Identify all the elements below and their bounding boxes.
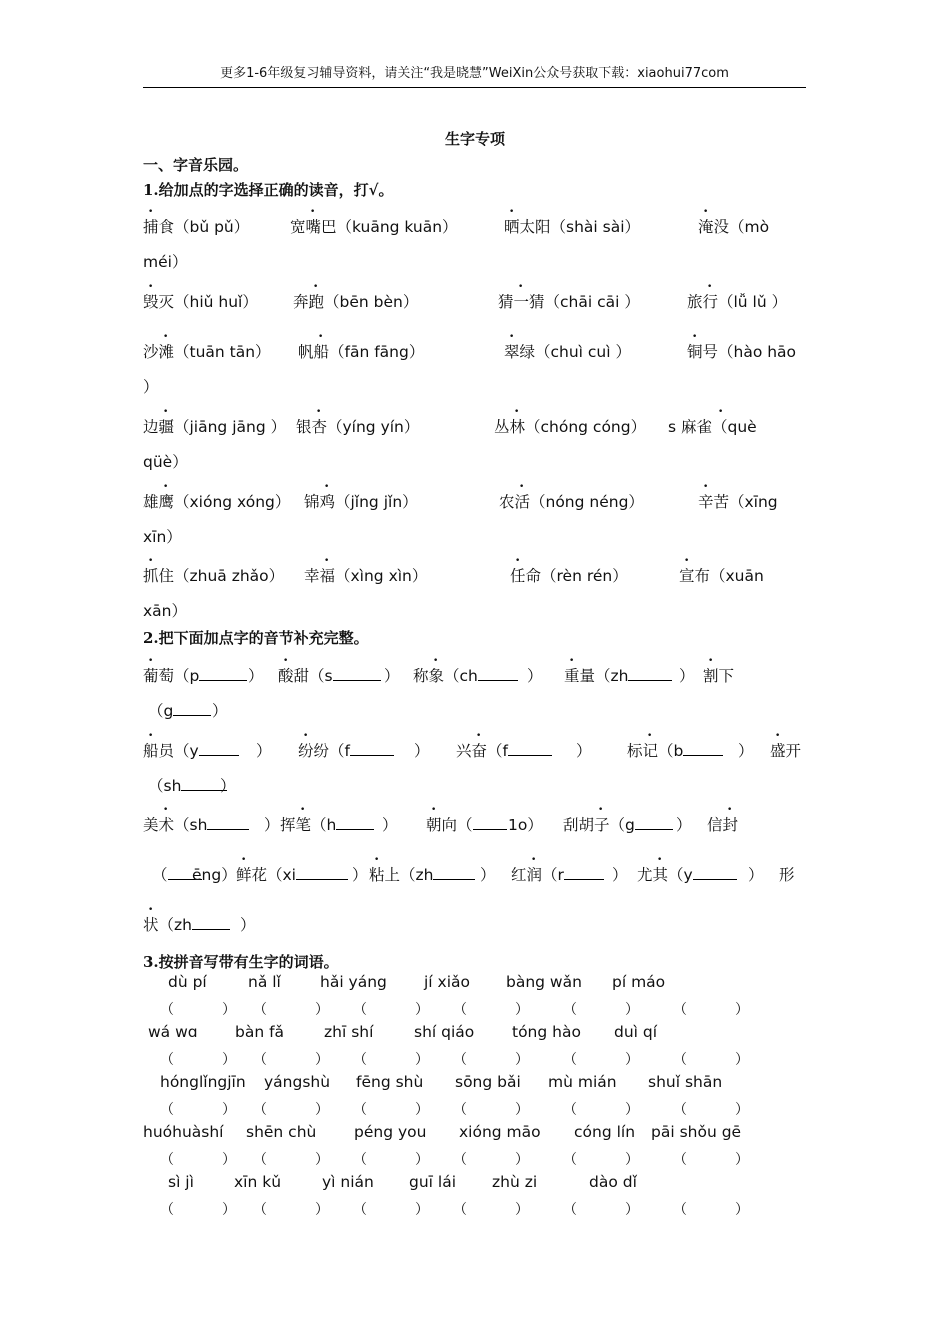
reading-choice-item: 帆船（fān fāng） • <box>298 332 425 361</box>
answer-blank[interactable] <box>478 666 518 681</box>
answer-blank[interactable] <box>333 666 381 681</box>
syllable-fill-text: ） <box>576 742 592 760</box>
syllable-fill-text: ） <box>384 667 400 685</box>
syllable-fill-item <box>148 774 227 796</box>
answer-paren-open[interactable]: （ <box>253 1052 267 1068</box>
reading-choice-item: xān） <box>143 602 187 620</box>
reading-choice-item: 幸福（xìng xìn） • <box>304 556 428 585</box>
answer-blank[interactable] <box>207 815 249 830</box>
answer-paren-close: ） <box>735 1202 749 1218</box>
emphasis-dot: • <box>518 282 524 292</box>
answer-paren-close: ） <box>315 1002 329 1018</box>
answer-paren-close: ） <box>415 1002 429 1018</box>
emphasis-dot: • <box>148 282 154 292</box>
emphasis-dot: • <box>163 407 169 417</box>
answer-paren-open[interactable]: （ <box>673 1152 687 1168</box>
pinyin-word: jí xiǎo <box>424 973 471 991</box>
syllable-fill-item <box>564 656 672 686</box>
syllable-fill-text: 状（zh <box>143 916 192 934</box>
answer-paren-close: ） <box>415 1202 429 1218</box>
emphasis-dot: • <box>707 282 713 292</box>
answer-paren-open[interactable]: （ <box>673 1052 687 1068</box>
reading-choice-item: 雄鹰（xióng xóng） • <box>143 482 291 511</box>
answer-paren-close: ） <box>315 1202 329 1218</box>
answer-paren-open[interactable]: （ <box>353 1202 367 1218</box>
syllable-fill-item <box>352 863 368 885</box>
pinyin-word: shēn chù <box>246 1123 317 1141</box>
pinyin-word: bàng wǎn <box>506 973 582 991</box>
emphasis-dot: • <box>692 332 698 342</box>
syllable-fill-item <box>192 863 237 885</box>
syllable-fill-text: ） <box>212 702 228 720</box>
answer-blank[interactable] <box>350 741 394 756</box>
syllable-fill-item <box>148 699 211 721</box>
syllable-fill-item <box>508 813 543 835</box>
answer-paren-open[interactable]: （ <box>453 1052 467 1068</box>
pinyin-word: shí qiáo <box>414 1023 475 1041</box>
answer-paren-close: ） <box>222 1002 236 1018</box>
answer-paren-open[interactable]: （ <box>160 1202 174 1218</box>
pinyin-word: sōng bǎi <box>455 1073 521 1091</box>
syllable-fill-item <box>248 664 264 686</box>
emphasis-dot: • <box>703 207 709 217</box>
reading-choice-item: 宽嘴巴（kuāng kuān） • <box>290 207 458 236</box>
reading-choice-item: qüè） <box>143 453 188 471</box>
syllable-fill-text: ） <box>414 742 430 760</box>
pinyin-word: huóhuàshí <box>143 1123 224 1141</box>
syllable-fill-item <box>236 855 348 885</box>
emphasis-dot: • <box>684 556 690 566</box>
answer-blank[interactable] <box>199 666 247 681</box>
answer-paren-open[interactable]: （ <box>453 1152 467 1168</box>
pinyin-word: xīn kǔ <box>234 1173 282 1191</box>
syllable-fill-text: 船员（y <box>143 742 199 760</box>
answer-blank[interactable] <box>508 741 552 756</box>
header-divider <box>143 87 806 88</box>
emphasis-dot: • <box>300 805 306 815</box>
reading-choice-item: 锦鸡（jǐng jǐn） • <box>304 482 418 511</box>
answer-paren-open[interactable]: （ <box>353 1002 367 1018</box>
syllable-fill-text: ） <box>480 866 496 884</box>
pinyin-word: mù mián <box>548 1073 617 1091</box>
syllable-fill-item <box>426 805 507 835</box>
reading-choice-item: xīn） <box>143 528 182 546</box>
syllable-fill-text: ēng） <box>192 866 237 884</box>
syllable-fill-text: 朝向（ <box>426 816 473 834</box>
syllable-fill-item <box>143 731 239 761</box>
reading-choice-item: 丛林（chóng cóng） • <box>494 407 647 436</box>
syllable-fill-text: 酸甜（s <box>278 667 333 685</box>
emphasis-dot: • <box>316 407 322 417</box>
syllable-fill-text: 割下 <box>703 667 735 685</box>
emphasis-dot: • <box>241 855 247 865</box>
pinyin-word: dù pí <box>168 973 207 991</box>
syllable-fill-item <box>280 805 374 835</box>
answer-paren-open[interactable]: （ <box>253 1102 267 1118</box>
syllable-fill-item <box>298 731 394 761</box>
answer-paren-close: ） <box>735 1102 749 1118</box>
syllable-fill-item <box>511 855 604 885</box>
answer-paren-close: ） <box>222 1152 236 1168</box>
answer-paren-open[interactable]: （ <box>453 1202 467 1218</box>
syllable-fill-text: 鲜花（xi <box>236 866 296 884</box>
emphasis-dot: • <box>509 332 515 342</box>
answer-paren-open[interactable]: （ <box>160 1052 174 1068</box>
answer-blank[interactable] <box>199 741 239 756</box>
answer-paren-close: ） <box>315 1152 329 1168</box>
answer-blank[interactable] <box>635 815 673 830</box>
syllable-fill-item <box>480 863 496 885</box>
reading-choice-item: 抓住（zhuā zhǎo） • <box>143 556 285 585</box>
syllable-fill-text: ） <box>352 866 368 884</box>
answer-blank[interactable] <box>628 666 672 681</box>
pinyin-word: dào dǐ <box>589 1173 637 1191</box>
emphasis-dot: • <box>703 482 709 492</box>
reading-choice-item: 猜一猜（chāi cāi ） • <box>498 282 640 311</box>
syllable-fill-text: 粘上（zh <box>369 866 434 884</box>
emphasis-dot: • <box>148 731 154 741</box>
syllable-fill-text: 信封 <box>707 816 739 834</box>
syllable-fill-text: ） <box>738 742 754 760</box>
syllable-fill-text: 尤其（y <box>637 866 693 884</box>
pinyin-word: pāi shǒu gē <box>651 1123 742 1141</box>
syllable-fill-item <box>382 813 398 835</box>
syllable-fill-text: ） <box>612 866 628 884</box>
answer-paren-open[interactable]: （ <box>563 1202 577 1218</box>
answer-paren-open[interactable]: （ <box>563 1102 577 1118</box>
answer-blank[interactable] <box>192 915 230 930</box>
answer-paren-open[interactable]: （ <box>353 1152 367 1168</box>
emphasis-dot: • <box>431 805 437 815</box>
answer-paren-open[interactable]: （ <box>673 1102 687 1118</box>
syllable-fill-text: ） <box>240 916 256 934</box>
syllable-fill-text: 形 <box>779 866 795 884</box>
pinyin-word: zhī shí <box>324 1023 374 1041</box>
answer-paren-open[interactable]: （ <box>160 1002 174 1018</box>
answer-paren-close: ） <box>515 1102 529 1118</box>
reading-choice-item: 旅行（lǚ lǔ ） • <box>687 282 788 311</box>
syllable-fill-item <box>220 774 236 796</box>
answer-paren-close: ） <box>735 1052 749 1068</box>
emphasis-dot: • <box>598 805 604 815</box>
question-1-label: 1.给加点的字选择正确的读音，打√。 <box>143 181 394 199</box>
answer-blank[interactable] <box>473 815 507 830</box>
emphasis-dot: • <box>727 805 733 815</box>
emphasis-dot: • <box>310 207 316 217</box>
pinyin-word: hǎi yáng <box>320 973 387 991</box>
syllable-fill-item <box>627 731 723 761</box>
syllable-fill-item <box>748 863 764 885</box>
syllable-fill-text: 重量（zh <box>564 667 629 685</box>
emphasis-dot: • <box>775 731 781 741</box>
syllable-fill-text: ） <box>676 816 692 834</box>
answer-blank[interactable] <box>173 701 211 716</box>
pinyin-word: guī lái <box>409 1173 457 1191</box>
syllable-fill-text: 葡萄（p <box>143 667 200 685</box>
pinyin-word: tóng hào <box>512 1023 581 1041</box>
syllable-fill-text: ） <box>264 816 280 834</box>
answer-paren-close: ） <box>625 1152 639 1168</box>
syllable-fill-text: 挥笔（h <box>280 816 337 834</box>
syllable-fill-text: ） <box>248 667 264 685</box>
answer-paren-open[interactable]: （ <box>673 1002 687 1018</box>
answer-paren-close: ） <box>315 1102 329 1118</box>
answer-paren-close: ） <box>415 1052 429 1068</box>
reading-choice-item: ） <box>143 378 159 396</box>
reading-choice-item: 捕食（bǔ pǔ） • <box>143 207 250 236</box>
answer-blank[interactable] <box>296 865 348 880</box>
reading-choice-item: 农活（nóng néng） • <box>499 482 644 511</box>
pinyin-word: hónglǐngjīn <box>160 1073 246 1091</box>
emphasis-dot: • <box>148 656 154 666</box>
emphasis-dot: • <box>324 556 330 566</box>
reading-choice-item: 晒太阳（shài sài） • <box>504 207 641 236</box>
emphasis-dot: • <box>313 282 319 292</box>
answer-paren-open[interactable]: （ <box>563 1002 577 1018</box>
syllable-fill-item <box>264 813 280 835</box>
answer-paren-open[interactable]: （ <box>673 1202 687 1218</box>
syllable-fill-item <box>278 656 381 686</box>
syllable-fill-text: （ <box>152 866 168 884</box>
syllable-fill-text: ） <box>256 742 272 760</box>
page-header: 更多1-6年级复习辅导资料，请关注“我是晓慧”WeiXin公众号获取下载：xiaohui77com <box>220 66 729 81</box>
emphasis-dot: • <box>718 407 724 417</box>
syllable-fill-item <box>413 656 518 686</box>
answer-paren-close: ） <box>625 1052 639 1068</box>
syllable-fill-text: ） <box>527 667 543 685</box>
syllable-fill-text: 盛开 <box>770 742 802 760</box>
answer-paren-close: ） <box>625 1102 639 1118</box>
page-title: 生字专项 <box>444 130 505 148</box>
question-2-label: 2.把下面加点字的音节补充完整。 <box>143 629 369 647</box>
emphasis-dot: • <box>148 207 154 217</box>
syllable-fill-item <box>703 656 735 686</box>
syllable-fill-item <box>770 731 802 761</box>
reading-choice-item: 任命（rèn rén） • <box>510 556 628 585</box>
emphasis-dot: • <box>148 905 154 915</box>
answer-blank[interactable] <box>564 865 604 880</box>
answer-paren-close: ） <box>315 1052 329 1068</box>
emphasis-dot: • <box>318 332 324 342</box>
answer-blank[interactable] <box>336 815 374 830</box>
pinyin-word: pí máo <box>612 973 666 991</box>
reading-choice-item: 铜号（hào hāo • <box>687 332 797 361</box>
syllable-fill-text: ） <box>748 866 764 884</box>
pinyin-word: fēng shù <box>356 1073 424 1091</box>
pinyin-word: sì jì <box>168 1173 194 1191</box>
emphasis-dot: • <box>515 556 521 566</box>
reading-choice-item: méi） <box>143 253 188 271</box>
answer-paren-open[interactable]: （ <box>160 1102 174 1118</box>
syllable-fill-item <box>779 863 795 885</box>
syllable-fill-text: 标记（b <box>627 742 684 760</box>
reading-choice-item: 毁灭（hiǔ huǐ） • <box>143 282 258 311</box>
pinyin-word: nǎ lǐ <box>248 973 281 991</box>
emphasis-dot: • <box>163 332 169 342</box>
syllable-fill-item <box>527 664 543 686</box>
syllable-fill-item <box>414 739 430 761</box>
answer-blank[interactable] <box>433 865 475 880</box>
answer-paren-close: ） <box>222 1202 236 1218</box>
reading-choice-item: 银杏（yíng yín） • <box>296 407 420 436</box>
syllable-fill-item <box>456 731 552 761</box>
syllable-fill-item <box>563 805 673 835</box>
pinyin-word: péng you <box>354 1123 427 1141</box>
question-3-label: 3.按拼音写带有生字的词语。 <box>143 953 339 971</box>
pinyin-word: bàn fǎ <box>235 1023 285 1041</box>
pinyin-word: zhù zi <box>492 1173 538 1191</box>
answer-paren-close: ） <box>735 1002 749 1018</box>
emphasis-dot: • <box>647 731 653 741</box>
emphasis-dot: • <box>148 556 154 566</box>
reading-choice-item: s 麻雀（què • <box>668 407 757 436</box>
emphasis-dot: • <box>514 407 520 417</box>
syllable-fill-item <box>738 739 754 761</box>
syllable-fill-item <box>369 855 475 885</box>
pinyin-word: wá wɑ <box>148 1023 198 1041</box>
syllable-fill-item <box>676 813 692 835</box>
emphasis-dot: • <box>374 855 380 865</box>
answer-paren-close: ） <box>735 1152 749 1168</box>
answer-paren-close: ） <box>625 1002 639 1018</box>
syllable-fill-text: 刮胡子（g <box>563 816 635 834</box>
syllable-fill-item <box>143 805 249 835</box>
pinyin-word: yángshù <box>264 1073 331 1091</box>
emphasis-dot: • <box>519 482 525 492</box>
syllable-fill-text: 称象（ch <box>413 667 478 685</box>
answer-paren-close: ） <box>415 1152 429 1168</box>
syllable-fill-text: ） <box>679 667 695 685</box>
syllable-fill-item <box>212 699 228 721</box>
answer-paren-open[interactable]: （ <box>563 1052 577 1068</box>
syllable-fill-item <box>240 913 256 935</box>
syllable-fill-text: ） <box>220 777 236 795</box>
emphasis-dot: • <box>433 656 439 666</box>
reading-choice-item: 淹没（mò • <box>698 207 770 236</box>
answer-paren-open[interactable]: （ <box>253 1202 267 1218</box>
emphasis-dot: • <box>531 855 537 865</box>
emphasis-dot: • <box>163 482 169 492</box>
answer-paren-open[interactable]: （ <box>453 1002 467 1018</box>
answer-paren-close: ） <box>515 1152 529 1168</box>
answer-paren-close: ） <box>625 1202 639 1218</box>
answer-paren-close: ） <box>515 1202 529 1218</box>
emphasis-dot: • <box>708 656 714 666</box>
reading-choice-item: 沙滩（tuān tān） • <box>143 332 271 361</box>
syllable-fill-text: 纷纷（f <box>298 742 350 760</box>
pinyin-word: duì qí <box>614 1023 658 1041</box>
answer-paren-close: ） <box>222 1052 236 1068</box>
syllable-fill-item <box>256 739 272 761</box>
pinyin-word: cóng lín <box>574 1123 636 1141</box>
answer-paren-open[interactable]: （ <box>160 1152 174 1168</box>
syllable-fill-item <box>576 739 592 761</box>
emphasis-dot: • <box>476 731 482 741</box>
syllable-fill-text: 1o） <box>508 816 543 834</box>
syllable-fill-item <box>637 855 737 885</box>
emphasis-dot: • <box>303 731 309 741</box>
answer-paren-open[interactable]: （ <box>253 1152 267 1168</box>
answer-paren-close: ） <box>222 1102 236 1118</box>
reading-choice-item: 边疆（jiāng jāng ） • <box>143 407 287 436</box>
answer-paren-close: ） <box>515 1002 529 1018</box>
syllable-fill-text: 兴奋（f <box>456 742 508 760</box>
section-heading: 一、字音乐园。 <box>143 156 249 174</box>
emphasis-dot: • <box>569 656 575 666</box>
syllable-fill-text: 美术（sh <box>143 816 208 834</box>
pinyin-word: shuǐ shān <box>648 1073 723 1091</box>
syllable-fill-item <box>143 656 247 686</box>
answer-paren-open[interactable]: （ <box>453 1102 467 1118</box>
reading-choice-item: 奔跑（bēn bèn） • <box>293 282 419 311</box>
pinyin-word: xióng māo <box>459 1123 541 1141</box>
syllable-fill-item <box>679 664 695 686</box>
syllable-fill-text: 红润（r <box>511 866 564 884</box>
reading-choice-item: 宣布（xuān • <box>679 556 764 585</box>
reading-choice-item: 辛苦（xīng • <box>698 482 778 511</box>
emphasis-dot: • <box>509 207 515 217</box>
emphasis-dot: • <box>324 482 330 492</box>
reading-choice-item: 翠绿（chuì cuì ） • <box>504 332 631 361</box>
answer-paren-open[interactable]: （ <box>353 1102 367 1118</box>
syllable-fill-text: （sh <box>148 777 182 795</box>
syllable-fill-text: ） <box>382 816 398 834</box>
emphasis-dot: • <box>163 805 169 815</box>
answer-paren-open[interactable]: （ <box>563 1152 577 1168</box>
syllable-fill-text: （g <box>148 702 174 720</box>
answer-blank[interactable] <box>693 865 737 880</box>
syllable-fill-item <box>143 905 230 935</box>
emphasis-dot: • <box>657 855 663 865</box>
syllable-fill-item <box>707 805 739 835</box>
syllable-fill-item <box>384 664 400 686</box>
answer-paren-close: ） <box>515 1052 529 1068</box>
syllable-fill-item <box>612 863 628 885</box>
pinyin-word: yì nián <box>322 1173 374 1191</box>
answer-paren-open[interactable]: （ <box>353 1052 367 1068</box>
answer-blank[interactable] <box>683 741 723 756</box>
emphasis-dot: • <box>283 656 289 666</box>
answer-paren-close: ） <box>415 1102 429 1118</box>
answer-paren-open[interactable]: （ <box>253 1002 267 1018</box>
